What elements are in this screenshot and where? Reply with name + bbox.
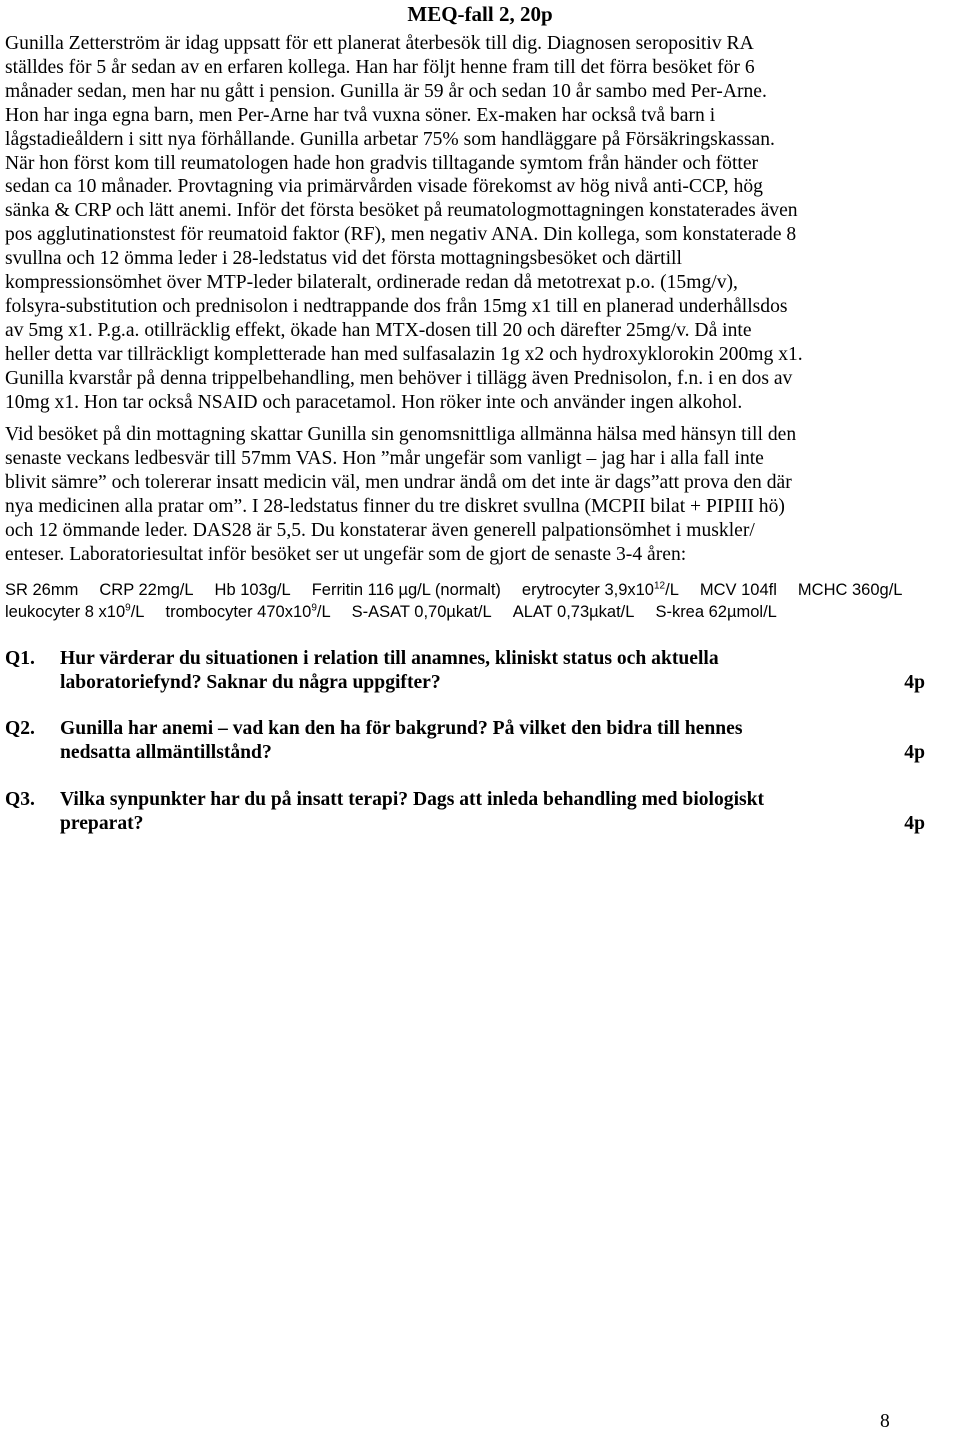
page-number: 8 — [880, 1411, 890, 1432]
question-points: 4p — [904, 672, 925, 693]
text-line: sänka & CRP och lätt anemi. Inför det första besöket på reumatologmottagningen konstaterades även — [5, 200, 798, 222]
lab-results-row-1 — [5, 578, 957, 602]
text-line: Gunilla kvarstår på denna trippelbehandling, men behöver i tillägg även Prednisolon, f.n. i en dos av — [5, 367, 793, 389]
text-line: nya medicinen alla pratar om”. I 28-ledstatus finner du tre diskret svullna (MCPII bilat + PIPIII hö) — [5, 495, 785, 517]
text-line: pos agglutinationstest för reumatoid faktor (RF), men negativ ANA. Din kollega, som konstaterade 8 — [5, 224, 797, 246]
text-line: heller detta var tillräckligt kompletterade han med sulfasalazin 1g x2 och hydroxyklorokin 200mg x1. — [5, 343, 803, 365]
text-line: svullna och 12 ömma leder i 28-ledstatus vid det första mottagningsbesöket och därtill — [5, 248, 682, 270]
text-line: blivit sämre” och tolererar insatt medicin väl, men undrar ändå om det inte är dags”att prova den där — [5, 471, 792, 493]
question-text: Hur värderar du situationen i relation till anamnes, kliniskt status och aktuella laboratoriefynd? Saknar du några uppgifter? — [60, 648, 719, 693]
text-line: månader sedan, men har nu gått i pension. Gunilla är 59 år och sedan 10 år sambo med Per-Arne. — [5, 80, 767, 102]
lab-value-mchc: MCHC 360g/L — [797, 581, 903, 599]
question-text: Vilka synpunkter har du på insatt terapi? Dags att inleda behandling med biologiskt preparat? — [60, 789, 765, 834]
lab-value-alat: ALAT 0,73µkat/L — [512, 603, 635, 621]
text-line: enteser. Laboratoriesultat inför besöket ser ut ungefär som de gjort de senaste 3-4 åren: — [5, 543, 687, 565]
question-points: 4p — [904, 742, 925, 763]
text-line: sedan ca 10 månader. Provtagning via primärvården visade förekomst av hög nivå anti-CCP, hög — [5, 176, 763, 198]
text-line: folsyra-substitution och prednisolon i nedtrappande dos från 15mg x1 till en planerad underhållsdos — [5, 295, 788, 317]
lab-value-trombocyter: trombocyter $470x10^9/L$ — [165, 602, 331, 621]
lab-value-ferritin: Ferritin 116 µg/L (normalt) — [311, 581, 501, 599]
lab-value-erytrocyter: erytrocyter $3,9x10^{12}/L$ — [521, 580, 679, 599]
text-line: Vid besöket på din mottagning skattar Gunilla sin genomsnittliga allmänna hälsa med hänsyn till den — [5, 424, 797, 445]
text-line: Hon har inga egna barn, men Per-Arne har två vuxna söner. Ex-maken har också två barn i — [5, 104, 716, 126]
text-line: När hon först kom till reumatologen hade hon gradvis tilltagande symtom från händer och fötter — [5, 152, 759, 174]
case-paragraph-1 — [5, 32, 957, 415]
text-line: ställdes för 5 år sedan av en erfaren kollega. Han har följt henne fram till det förra besöket för 6 — [5, 56, 755, 78]
lab-value-crp: CRP 22mg/L — [99, 581, 194, 599]
question-number: Q1. — [5, 648, 35, 669]
question-number: Q3. — [5, 789, 35, 810]
lab-value-hb: Hb 103g/L — [214, 581, 291, 599]
lab-value-krea: S-krea 62µmol/L — [655, 603, 777, 621]
text-line: kompressionsömhet över MTP-leder bilateralt, ordinerade redan då metotrexat p.o. (15mg/v), — [5, 272, 738, 294]
lab-results-row-2 — [5, 600, 957, 624]
lab-value-leukocyter: leukocyter 8 $x10^9/L$ — [5, 602, 145, 621]
text-line: lågstadieåldern i sitt nya förhållande. Gunilla arbetar 75% som handläggare på Försäkringskassan. — [5, 128, 775, 150]
text-line: 10mg x1. Hon tar också NSAID och paracetamol. Hon röker inte och använder ingen alkohol. — [5, 391, 743, 413]
question-number: Q2. — [5, 718, 35, 739]
text-line: av 5mg x1. P.g.a. otillräcklig effekt, ökade han MTX-dosen till 20 och därefter 25mg/v. Då inte — [5, 319, 752, 341]
text-line: senaste veckans ledbesvär till 57mm VAS. Hon ”mår ungefär som vanligt – jag har i alla fall inte — [5, 447, 764, 469]
question-text: Gunilla har anemi – vad kan den ha för bakgrund? På vilket den bidra till hennes nedsatta allmäntillstånd? — [60, 718, 743, 763]
text-line: Gunilla Zetterström är idag uppsatt för ett planerat återbesök till dig. Diagnosen seropositiv RA — [5, 33, 754, 54]
case-paragraph-2 — [5, 423, 957, 566]
lab-value-asat: S-ASAT 0,70µkat/L — [351, 603, 492, 621]
page-title: MEQ-fall 2, 20p — [407, 2, 553, 26]
question-points: 4p — [904, 813, 925, 834]
lab-value-sr: SR 26mm — [5, 581, 79, 599]
text-line: och 12 ömmande leder. DAS28 är 5,5. Du konstaterar även generell palpationsömhet i muskler/ — [5, 519, 755, 541]
lab-value-mcv: MCV 104fl — [699, 581, 777, 599]
